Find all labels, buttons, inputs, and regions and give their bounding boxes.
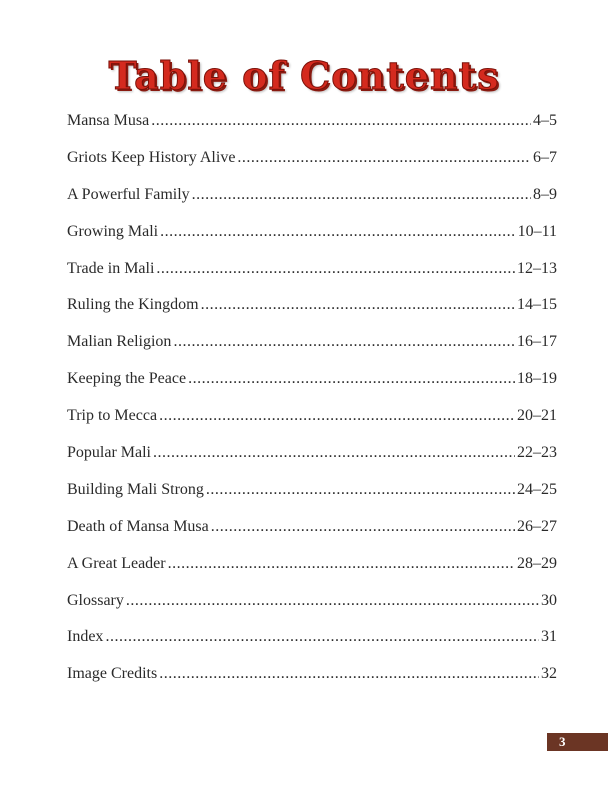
leader-dots: [192, 186, 531, 204]
toc-entry-label: A Great Leader: [67, 554, 166, 572]
leader-dots: [105, 628, 539, 646]
toc-entry: [67, 149, 557, 186]
toc-entry: [67, 407, 557, 444]
leader-dots: [156, 260, 515, 278]
toc-entry: [67, 370, 557, 407]
toc-entry-label: Mansa Musa: [67, 112, 150, 129]
toc-entry: [67, 592, 557, 629]
toc-entry-pages: 16–17: [517, 333, 557, 351]
toc-entry-label: Popular Mali: [67, 444, 151, 462]
leader-dots: [153, 444, 515, 462]
leader-dots: [173, 333, 515, 351]
toc-entry-label: Trip to Mecca: [67, 407, 158, 425]
leader-dots: [188, 370, 515, 388]
toc-entry-label: Death of Mansa Musa: [67, 517, 209, 535]
toc-entry: [67, 555, 557, 592]
leader-dots: [126, 592, 539, 610]
toc-entry-label: Malian Religion: [67, 333, 172, 351]
leader-dots: [159, 407, 515, 425]
toc-entry: [67, 296, 557, 333]
page-number-badge: 3: [547, 733, 608, 751]
leader-dots: [168, 555, 515, 573]
toc-entry-label: Trade in Mali: [67, 259, 155, 277]
leader-dots: [151, 112, 531, 130]
toc-entry: [67, 518, 557, 555]
toc-entry-label: Growing Mali: [67, 222, 159, 240]
toc-entry-label: Index: [67, 628, 104, 646]
toc-entry: [67, 186, 557, 223]
toc-entry-pages: 32: [541, 665, 557, 683]
table-of-contents: [67, 112, 557, 702]
leader-dots: [159, 665, 539, 683]
toc-entry-pages: 28–29: [517, 554, 557, 572]
toc-entry-pages: 8–9: [533, 185, 557, 203]
toc-entry-pages: 6–7: [533, 148, 557, 166]
toc-entry-pages: 22–23: [517, 444, 557, 462]
toc-entry-pages: 20–21: [517, 407, 557, 425]
leader-dots: [160, 223, 515, 241]
toc-entry: [67, 628, 557, 665]
toc-entry-pages: 4–5: [533, 112, 557, 129]
leader-dots: [206, 481, 515, 499]
toc-entry-pages: 24–25: [517, 480, 557, 498]
toc-entry-pages: 12–13: [517, 259, 557, 277]
toc-entry-pages: 31: [541, 628, 557, 646]
toc-entry: [67, 444, 557, 481]
toc-entry-label: Building Mali Strong: [67, 480, 204, 498]
leader-dots: [237, 149, 531, 167]
toc-entry-pages: 14–15: [517, 296, 557, 314]
toc-entry-label: Griots Keep History Alive: [67, 148, 236, 166]
toc-entry: [67, 333, 557, 370]
toc-entry-pages: 18–19: [517, 370, 557, 388]
leader-dots: [211, 518, 515, 536]
toc-entry-label: Glossary: [67, 591, 124, 609]
toc-entry-pages: 26–27: [517, 517, 557, 535]
toc-entry: [67, 665, 557, 702]
toc-entry-label: A Powerful Family: [67, 185, 190, 203]
toc-entry-pages: 10–11: [517, 222, 557, 240]
toc-entry-label: Keeping the Peace: [67, 370, 187, 388]
toc-entry: [67, 223, 557, 260]
leader-dots: [201, 296, 515, 314]
toc-entry-label: Image Credits: [67, 665, 158, 683]
toc-entry-label: Ruling the Kingdom: [67, 296, 199, 314]
toc-entry: [67, 481, 557, 518]
page-title: Table of Contents: [108, 53, 500, 98]
toc-entry: [67, 112, 557, 149]
toc-entry-pages: 30: [541, 591, 557, 609]
toc-entry: [67, 260, 557, 297]
